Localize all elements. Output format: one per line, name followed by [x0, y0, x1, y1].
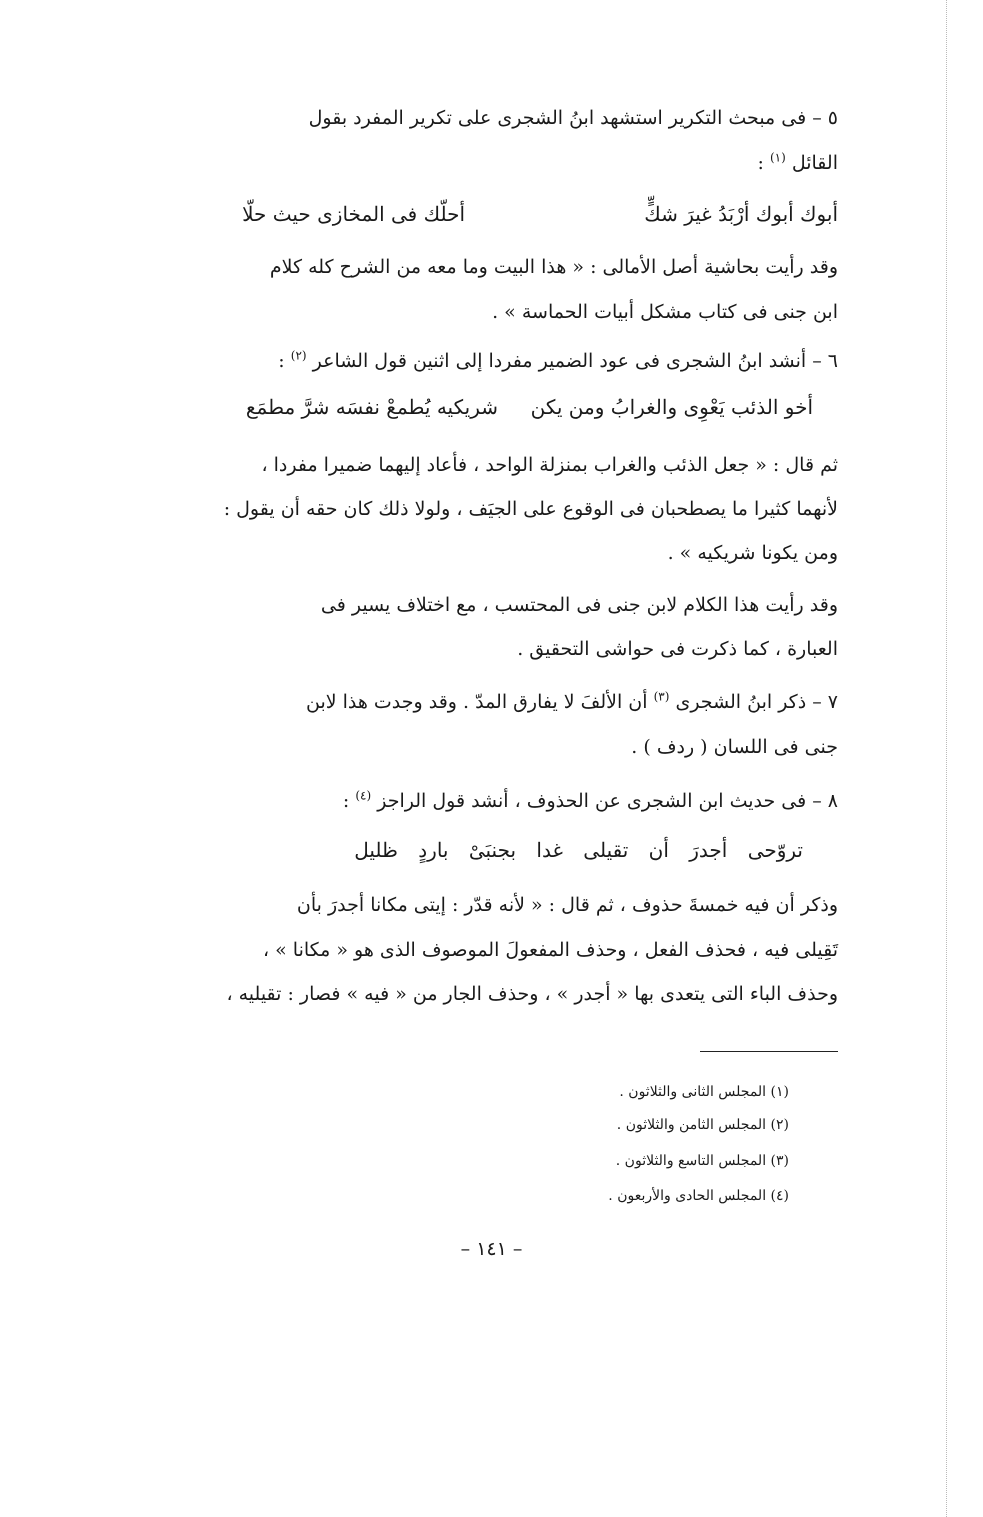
para5-line2-text: القائل — [791, 152, 838, 174]
para5b-line1: وقد رأيت بحاشية أصل الأمالى : « هذا البيت وما معه من الشرح كله كلام — [269, 256, 838, 278]
para6b-line1: ثم قال : « جعل الذئب والغراب بمنزلة الواحد ، فأعاد إليهما ضميرا مفردا ، — [261, 454, 838, 476]
footnote-ref-3[interactable]: (٣) — [653, 689, 670, 704]
footnote-1: (١) المجلس الثانى والثلاثون . — [619, 1084, 789, 1100]
para5b-line2: ابن جنى فى كتاب مشكل أبيات الحماسة » . — [492, 301, 838, 323]
page-edge-line — [946, 0, 947, 1517]
verse6-hemistich2: شريكيه يُطمعْ نفسَه شرَّ مطمَع — [245, 395, 498, 419]
para8b-line3: وحذف الباء التى يتعدى بها « أجدر » ، وحذف الجار من « فيه » فصار : تقيليه ، — [226, 983, 838, 1005]
para7-line1-b: أن الألفَ لا يفارق المدّ . وقد وجدت هذا لابن — [305, 691, 648, 713]
footnote-ref-2[interactable]: (٢) — [290, 348, 307, 363]
para8-line1 — [343, 782, 838, 820]
footnote-ref-1[interactable]: (١) — [769, 150, 786, 165]
para7-line1-a: ٧ – ذكر ابنُ الشجرى — [675, 691, 838, 713]
para8-line1-end: : — [342, 790, 350, 812]
para6b-line2: لأنهما كثيرا ما يصطحبان فى الوقوع على الجيَف ، ولولا ذلك كان حقه أن يقول : — [223, 498, 838, 520]
para6-line1-text: ٦ – أنشد ابنُ الشجرى فى عود الضمير مفردا إلى اثنين قول الشاعر — [312, 350, 838, 372]
para7-line2: جنى فى اللسان ( ردف ) . — [631, 736, 838, 758]
footnote-ref-4[interactable]: (٤) — [355, 788, 372, 803]
verse5-hemistich2: أحلّك فى المخازى حيث حلّا — [242, 202, 465, 226]
para6b-line3: ومن يكونا شريكيه » . — [667, 542, 838, 564]
footnote-2: (٢) المجلس الثامن والثلاثون . — [616, 1117, 789, 1133]
para8b-line2: تَقِيلى فيه ، فحذف الفعل ، وحذف المفعولَ الموصوف الذى هو « مكانا » ، — [262, 939, 838, 961]
page-number: – ١٤١ – — [460, 1238, 523, 1260]
para8b-line1: وذكر أن فيه خمسةَ حذوف ، ثم قال : « لأنه قدّر : إيتى مكانا أجدرَ بأن — [296, 894, 838, 916]
footnote-3: (٣) المجلس التاسع والثلاثون . — [615, 1153, 789, 1169]
para7-line1 — [306, 683, 838, 721]
para6c-line1: وقد رأيت هذا الكلام لابن جنى فى المحتسب ، مع اختلاف يسير فى — [320, 594, 838, 616]
para6-line1-end: : — [278, 350, 285, 372]
para5-line2-end: : — [757, 152, 764, 174]
verse5-hemistich1: أبوك أبوك أرْبَدُ غيرَ شكٍّ — [644, 202, 838, 226]
para8-line1-text: ٨ – فى حديث ابن الشجرى عن الحذوف ، أنشد قول الراجز — [377, 790, 838, 812]
verse8-line: تروّحى أجدرَ أن تقيلى غدا بجنبَىْ باردٍ ظليل — [354, 838, 803, 862]
footnote-4: (٤) المجلس الحادى والأربعون . — [608, 1188, 789, 1204]
para6-line1 — [278, 342, 838, 380]
verse6-hemistich1: أخو الذئب يَعْوِى والغرابُ ومن يكن — [530, 395, 813, 419]
para5-line1: ٥ – فى مبحث التكرير استشهد ابنُ الشجرى على تكرير المفرد بقول — [308, 107, 838, 129]
footnote-separator — [700, 1051, 838, 1052]
para5-line2 — [758, 144, 838, 182]
para6c-line2: العبارة ، كما ذكرت فى حواشى التحقيق . — [517, 638, 838, 660]
